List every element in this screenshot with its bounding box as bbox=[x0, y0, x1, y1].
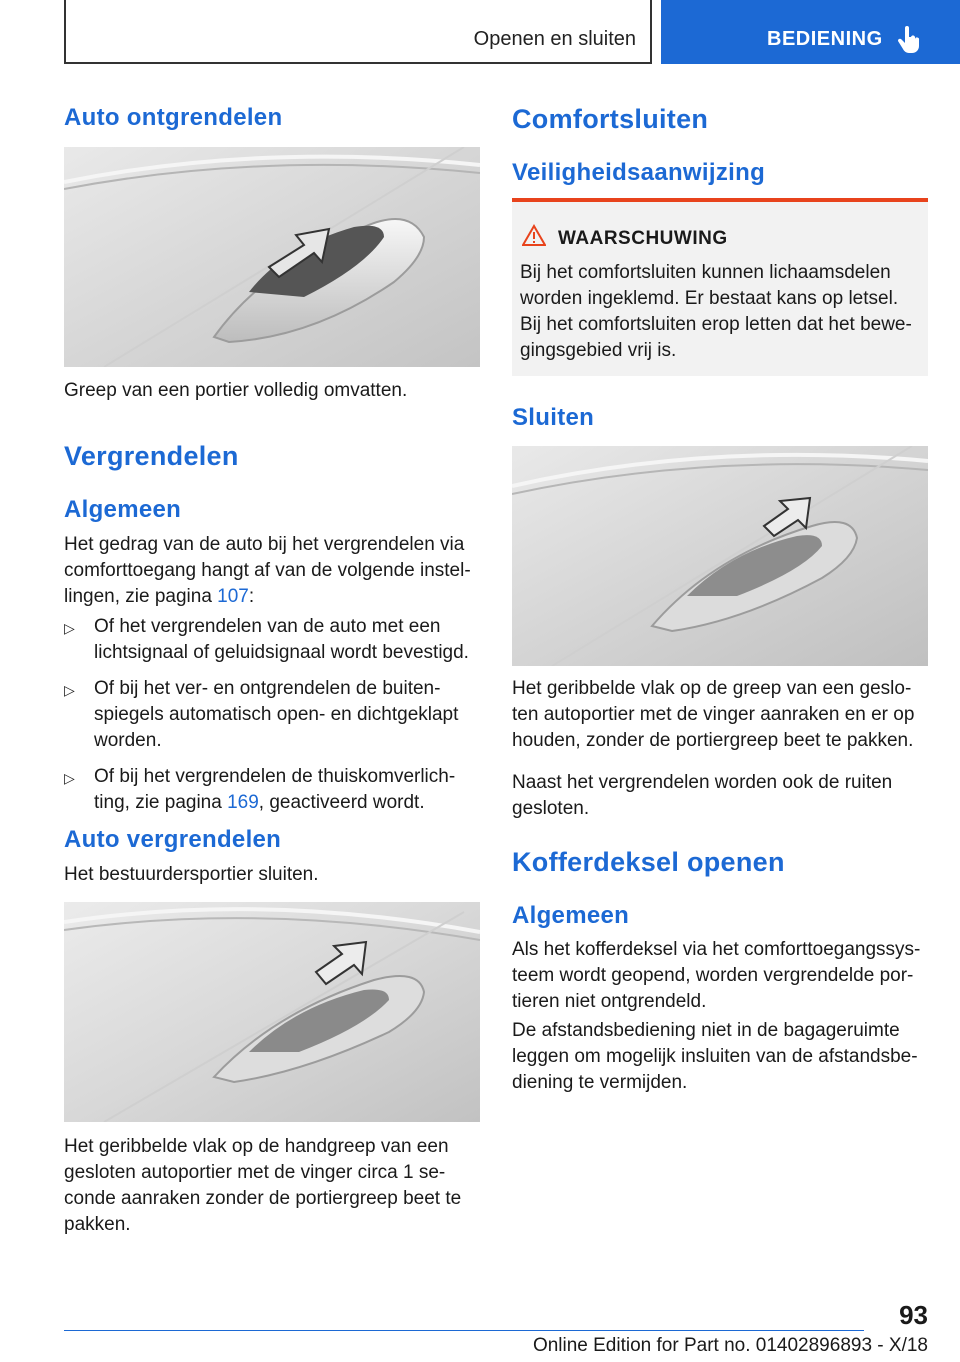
paragraph-trunk-2: De afstandsbediening niet in de bagageruimte leggen om mogelijk insluiten van de afstandsbe-diening te vermijden. bbox=[512, 1020, 918, 1093]
paragraph-trunk-1: Als het kofferdeksel via het comforttoegangssys-teem wordt geopend, worden vergrendelde por-tieren niet ontgrendeld. bbox=[512, 939, 921, 1012]
page-link-107[interactable]: 107 bbox=[217, 586, 249, 607]
general-text: Het gedrag van de auto bij het vergrendelen via comforttoegang hangt af van de volgende instel-lingen, zie pagina bbox=[64, 534, 471, 607]
footer-rule bbox=[64, 1330, 864, 1331]
footer-edition: Online Edition for Part no. 01402896893 - X/18 bbox=[532, 1335, 928, 1356]
list-item-text: Of bij het vergrendelen de thuiskomverlich-ting, zie pagina bbox=[94, 766, 456, 813]
image-door-handle-close bbox=[512, 446, 928, 666]
heading-general-2: Algemeen bbox=[512, 902, 630, 929]
paragraph-close-note: Naast het vergrendelen worden ook de ruiten gesloten. bbox=[512, 772, 893, 819]
heading-close: Sluiten bbox=[512, 404, 595, 431]
paragraph-general bbox=[64, 532, 480, 610]
page-number: 93 bbox=[899, 1300, 928, 1330]
warning-text: Bij het comfortsluiten kunnen lichaamsdelen worden ingeklemd. Er bestaat kans op letsel. Bij het comfortsluiten erop letten dat het bewe-gingsgebied vrij is. bbox=[520, 262, 912, 361]
list-item-text-end: , geactiveerd wordt. bbox=[258, 792, 425, 813]
heading-trunk-open: Kofferdeksel openen bbox=[512, 847, 785, 877]
hand-pointer-icon bbox=[896, 26, 922, 54]
list-item bbox=[64, 676, 480, 754]
page-link-169[interactable]: 169 bbox=[227, 792, 259, 813]
header-bottom-rule bbox=[64, 62, 652, 64]
list-item-text: Of het vergrendelen van de auto met een lichtsignaal of geluidsignaal wordt bevestigd. bbox=[94, 616, 469, 663]
caption-grip: Greep van een portier volledig omvatten. bbox=[64, 380, 408, 401]
general-text-end: : bbox=[248, 586, 255, 607]
list-item bbox=[64, 764, 480, 816]
header-chapter-label: BEDIENING bbox=[767, 28, 883, 50]
heading-general: Algemeen bbox=[64, 496, 182, 523]
image-door-handle-grip bbox=[64, 147, 480, 367]
door-handle-grip-illustration bbox=[64, 147, 480, 367]
header-chapter-tab[interactable] bbox=[661, 0, 960, 64]
warning-triangle-icon bbox=[522, 224, 546, 246]
warning-box bbox=[512, 198, 928, 376]
header-divider bbox=[650, 0, 652, 64]
bullet-triangle-icon: ▷ bbox=[64, 620, 75, 636]
image-door-handle-touch bbox=[64, 902, 480, 1122]
settings-list bbox=[64, 614, 480, 826]
header-left-rule bbox=[64, 0, 66, 64]
caption-close: Het geribbelde vlak op de greep van een geslo-ten autoportier met de vinger aanraken en er op houden, zonder de portiergreep beet te pakken. bbox=[512, 678, 915, 751]
list-item-text: Of bij het ver- en ontgrendelen de buiten-spiegels automatisch open- en dichtgeklapt worden. bbox=[94, 678, 459, 751]
caption-touch: Het geribbelde vlak op de handgreep van een gesloten autoportier met de vinger circa 1 se-conde aanraken zonder de portiergreep beet te pakken. bbox=[64, 1136, 462, 1235]
heading-safety: Veiligheidsaanwijzing bbox=[512, 159, 766, 186]
heading-auto-unlock: Auto ontgrendelen bbox=[64, 104, 283, 131]
door-handle-touch-illustration bbox=[64, 902, 480, 1122]
bullet-triangle-icon: ▷ bbox=[64, 682, 75, 698]
header-section-title: Openen en sluiten bbox=[473, 28, 636, 50]
bullet-triangle-icon: ▷ bbox=[64, 770, 75, 786]
door-handle-close-illustration bbox=[512, 446, 928, 666]
warning-title: WAARSCHUWING bbox=[558, 228, 728, 249]
list-item bbox=[64, 614, 480, 666]
heading-auto-lock: Auto vergrendelen bbox=[64, 826, 282, 853]
heading-comfort-close: Comfortsluiten bbox=[512, 104, 709, 134]
heading-lock: Vergrendelen bbox=[64, 441, 239, 471]
paragraph-auto-lock: Het bestuurdersportier sluiten. bbox=[64, 864, 319, 885]
